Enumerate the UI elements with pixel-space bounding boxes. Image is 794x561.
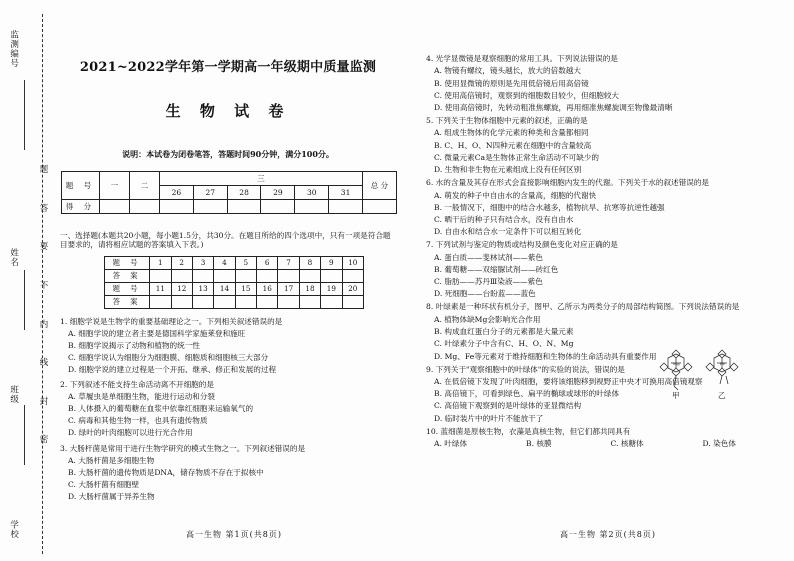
answer-cell[interactable]: [192, 295, 213, 308]
option-c: C. 微量元素Ca是生物体正常生命活动不可缺少的: [434, 152, 599, 162]
option-a: A. 物镜有螺纹，镜头越长，放大的倍数越大: [434, 66, 581, 76]
answer-cell[interactable]: [192, 269, 213, 282]
option-d: D. 绿叶的叶肉细胞可以进行光合作用: [68, 428, 193, 438]
answer-cell[interactable]: [299, 269, 320, 282]
section-one-instructions: [60, 231, 396, 250]
diagram-yi: [706, 350, 738, 384]
option-c: C. 核糖体: [610, 439, 644, 449]
score-cell[interactable]: [160, 200, 194, 214]
footer-right: 高一生物 第2页(共8页): [560, 530, 656, 539]
answer-num: 15: [235, 282, 256, 295]
question-3: [60, 444, 396, 501]
answer-num: 19: [321, 282, 342, 295]
answer-cell[interactable]: [321, 269, 342, 282]
option-a: A. 在低倍镜下发现了叶肉细胞，要将该细胞移到视野正中央才可换用高倍镜观察: [434, 376, 703, 386]
option-d: D. Mg、Fe等元素对于维持细胞和生物体的生命活动具有重要作用: [434, 351, 657, 361]
label-school: 学校: [8, 520, 19, 539]
question-5: [426, 116, 766, 175]
answer-num: 20: [342, 282, 363, 295]
answer-cell[interactable]: [342, 295, 363, 308]
answer-cell[interactable]: [321, 295, 342, 308]
class-line: [24, 405, 25, 465]
answer-cell[interactable]: [214, 269, 235, 282]
question-6: [426, 178, 766, 237]
answer-cell[interactable]: [235, 295, 256, 308]
label-class: 班级: [8, 385, 19, 404]
answer-cell[interactable]: [299, 295, 320, 308]
option-b: B. 核膜: [525, 439, 552, 449]
answer-cell[interactable]: [257, 295, 278, 308]
answer-num: 2: [171, 256, 192, 269]
warning-char: 封: [39, 396, 49, 407]
option-c: C. 病毒和其他生物一样，也具有遗传物质: [68, 416, 208, 426]
name-line: [24, 270, 25, 330]
answer-num: 13: [192, 282, 213, 295]
score-num: 30: [295, 186, 329, 200]
option-c: C. 叶绿素分子中含有C、H、O、N、Mg: [434, 339, 574, 349]
option-d: D. 细胞学说的建立过程是一个开拓、继承、修正和发展的过程: [68, 364, 277, 374]
score-cell[interactable]: [130, 200, 160, 214]
question-4: [426, 54, 766, 113]
answer-num: 1: [150, 256, 171, 269]
answer-cell[interactable]: [278, 269, 299, 282]
question-stem: 3. 大肠杆菌是常用于进行生物学研究的模式生物之一。下列叙述错误的是: [60, 443, 306, 453]
label-exam-number: 监测编号: [8, 30, 19, 68]
answer-table: [104, 256, 364, 309]
warning-char: 内: [39, 319, 49, 330]
score-cell[interactable]: [100, 200, 130, 214]
warning-char: 线: [39, 358, 49, 369]
footer-left: 高一生物 第1页(共8页): [186, 530, 282, 539]
exam-number-line: [24, 80, 25, 150]
q10-options: [426, 439, 766, 448]
subject-title: 生 物 试 卷: [165, 102, 291, 121]
option-c: C. 晒干后的种子只有结合水，没有自由水: [434, 215, 574, 225]
score-table: [61, 171, 397, 214]
answer-num: 18: [299, 282, 320, 295]
answer-cell[interactable]: [342, 269, 363, 282]
answer-num: 16: [257, 282, 278, 295]
answer-num: 4: [214, 256, 235, 269]
answer-header-tihao: 题 号: [105, 282, 150, 295]
molecule-svg: [656, 348, 746, 392]
question-stem: 9. 下列关于"观察细胞中的叶绿体"的实验的说法，错误的是: [426, 364, 625, 374]
option-b: B. 一般情况下，细胞中的结合水越多，植物抗旱、抗寒等抗逆性越强: [434, 202, 665, 212]
score-num: 29: [261, 186, 295, 200]
question-stem: 4. 光学显微镜是观察细胞的常用工具。下列说法错误的是: [426, 54, 618, 63]
score-header-defen: 得 分: [62, 200, 100, 214]
option-b: B. 细胞学说揭示了动物和植物的统一性: [68, 340, 200, 350]
option-d: D. 染色体: [702, 439, 736, 449]
score-num: 28: [227, 186, 261, 200]
answer-num: 17: [278, 282, 299, 295]
answer-num: 10: [342, 256, 363, 269]
option-b: B. 高倍镜下，可看到绿色、扁平的椭球或球形的叶绿体: [434, 389, 620, 399]
option-c: C. 高倍镜下观察到的是叶绿体的亚显微结构: [434, 401, 582, 411]
question-stem: 6. 水的含量及其存在形式会直接影响细胞内发生的代谢。下列关于水的叙述错误的是: [426, 178, 710, 188]
answer-num: 12: [171, 282, 192, 295]
score-cell[interactable]: [295, 200, 329, 214]
answer-num: 11: [150, 282, 171, 295]
answer-num: 8: [299, 256, 320, 269]
option-a: A. 组成生物体的化学元素的种类和含量都相同: [434, 128, 589, 138]
answer-num: 9: [321, 256, 342, 269]
left-column: [60, 60, 396, 501]
warning-char: 不: [39, 280, 49, 291]
option-c: C. 脂肪——苏丹Ⅲ染液——紫色: [434, 277, 543, 287]
score-cell[interactable]: [193, 200, 227, 214]
answer-cell[interactable]: [214, 295, 235, 308]
answer-cell[interactable]: [150, 269, 171, 282]
question-stem: 7. 下列试剂与鉴定的物质或结构及颜色变化对应正确的是: [426, 240, 618, 250]
answer-cell[interactable]: [150, 295, 171, 308]
molecule-diagrams: [656, 348, 746, 400]
binding-strip: [0, 0, 52, 561]
section-one-text: 一、选择题(本题共20小题，每小题1.5分，共30分。在题目所给的四个选项中，只有一项是符合题目要求的，请将相应试题的答案填入下表。): [60, 231, 391, 250]
score-col-three: 三: [160, 172, 363, 186]
question-1: [60, 317, 396, 374]
option-b: B. 葡萄糖——双缩脲试剂——砖红色: [434, 264, 559, 274]
score-cell[interactable]: [261, 200, 295, 214]
svg-text:Fe: Fe: [720, 361, 725, 366]
answer-header-daan: 答 案: [105, 295, 150, 308]
answer-num: 6: [257, 256, 278, 269]
answer-cell[interactable]: [235, 269, 256, 282]
answer-cell[interactable]: [257, 269, 278, 282]
option-a: A. 大肠杆菌是多细胞生物: [68, 455, 155, 465]
diagram-label-yi: 乙: [718, 391, 726, 400]
question-stem: 10. 蓝细菌是原核生物，衣藻是真核生物，但它们都共同具有: [426, 426, 631, 436]
option-d: D. 使用高倍镜时，先转动粗准焦螺旋，再用细准焦螺旋调至物像最清晰: [434, 103, 673, 113]
option-b: B. 使用显微镜的原则是先用低倍镜后用高倍镜: [434, 78, 589, 88]
option-b: B. 大肠杆菌的遗传物质是DNA，储存物质不存在于拟核中: [68, 467, 264, 477]
answer-num: 7: [278, 256, 299, 269]
option-d: D. 生物和非生物在元素组成上没有任何区别: [434, 165, 582, 175]
score-header-tihao: 题 号: [62, 172, 100, 200]
warning-char: 要: [39, 242, 49, 253]
answer-num: 14: [214, 282, 235, 295]
answer-num: 5: [235, 256, 256, 269]
label-name: 姓名: [8, 248, 19, 267]
option-a: A. 草履虫是单细胞生物，能进行运动和分裂: [68, 392, 215, 402]
score-col-one: 一: [100, 172, 130, 200]
question-2: [60, 380, 396, 437]
answer-num: 3: [192, 256, 213, 269]
option-d: D. 大肠杆菌属于异养生物: [68, 491, 155, 501]
warning-char: 答: [39, 203, 49, 214]
exam-title: 2021~2022学年第一学期高一年级期中质量监测: [79, 60, 377, 75]
warning-char: 密: [39, 435, 49, 446]
score-cell[interactable]: [227, 200, 261, 214]
answer-cell[interactable]: [171, 269, 192, 282]
score-num: 26: [160, 186, 194, 200]
option-b: B. 人体摄入的葡萄糖在血浆中依靠红细胞来运输氧气的: [68, 404, 254, 414]
answer-header-daan: 答 案: [105, 269, 150, 282]
svg-text:Mg: Mg: [673, 361, 680, 366]
score-num: 27: [193, 186, 227, 200]
option-a: A. 萌发的种子中自由水的含量高，细胞的代谢快: [434, 190, 597, 200]
option-d: D. 临时装片中的叶片不能放干了: [434, 413, 544, 423]
option-a: A. 植物体缺Mg会影响光合作用: [434, 314, 541, 324]
question-7: [426, 240, 766, 299]
question-stem: 8. 叶绿素是一种环状有机分子，图甲、乙所示为两类分子的局部结构简图。下列说法错误的是: [426, 302, 740, 312]
score-col-two: 二: [130, 172, 160, 200]
option-d: D. 死细胞——台盼蓝——蓝色: [434, 289, 536, 299]
option-c: C. 使用高倍镜时，观察到的细胞数目较少，但细胞较大: [434, 90, 620, 100]
option-b: B. C、H、O、N四种元素在细胞中的含量较高: [434, 140, 592, 150]
answer-cell[interactable]: [278, 295, 299, 308]
option-c: C. 大肠杆菌有细胞壁: [68, 479, 140, 489]
warning-char: 题: [39, 165, 49, 175]
diagram-jia: [660, 350, 692, 390]
option-a: A. 细胞学说的建立者主要是德国科学家施莱登和施旺: [68, 328, 246, 338]
option-c: C. 细胞学说认为细胞分为细胞膜、细胞质和细胞核三大部分: [68, 352, 269, 362]
answer-header-tihao: 题 号: [105, 256, 150, 269]
question-stem: 2. 下列叙述不能支持生命活动离不开细胞的是: [60, 380, 214, 390]
score-num: 31: [329, 186, 363, 200]
question-stem: 5. 下列关于生物体细胞中元素的叙述，正确的是: [426, 116, 588, 126]
score-cell[interactable]: [363, 200, 397, 214]
diagram-label-jia: 甲: [672, 391, 680, 400]
score-cell[interactable]: [329, 200, 363, 214]
exam-note: 说明：本试卷为闭卷笔答，答题时间90分钟，满分100分。: [122, 149, 334, 159]
option-a: A. 叶绿体: [434, 439, 468, 449]
no-answer-warning: [39, 165, 49, 446]
question-10: [426, 427, 766, 449]
question-stem: 1. 细胞学说是生物学的重要基础理论之一。下列相关叙述错误的是: [60, 316, 283, 326]
option-d: D. 自由水和结合水一定条件下可以相互转化: [434, 227, 582, 237]
answer-cell[interactable]: [171, 295, 192, 308]
score-col-total: 总 分: [363, 172, 397, 200]
option-b: B. 构成血红蛋白分子的元素都是大量元素: [434, 327, 574, 336]
option-a: A. 蛋白质——斐林试剂——紫色: [434, 252, 544, 262]
